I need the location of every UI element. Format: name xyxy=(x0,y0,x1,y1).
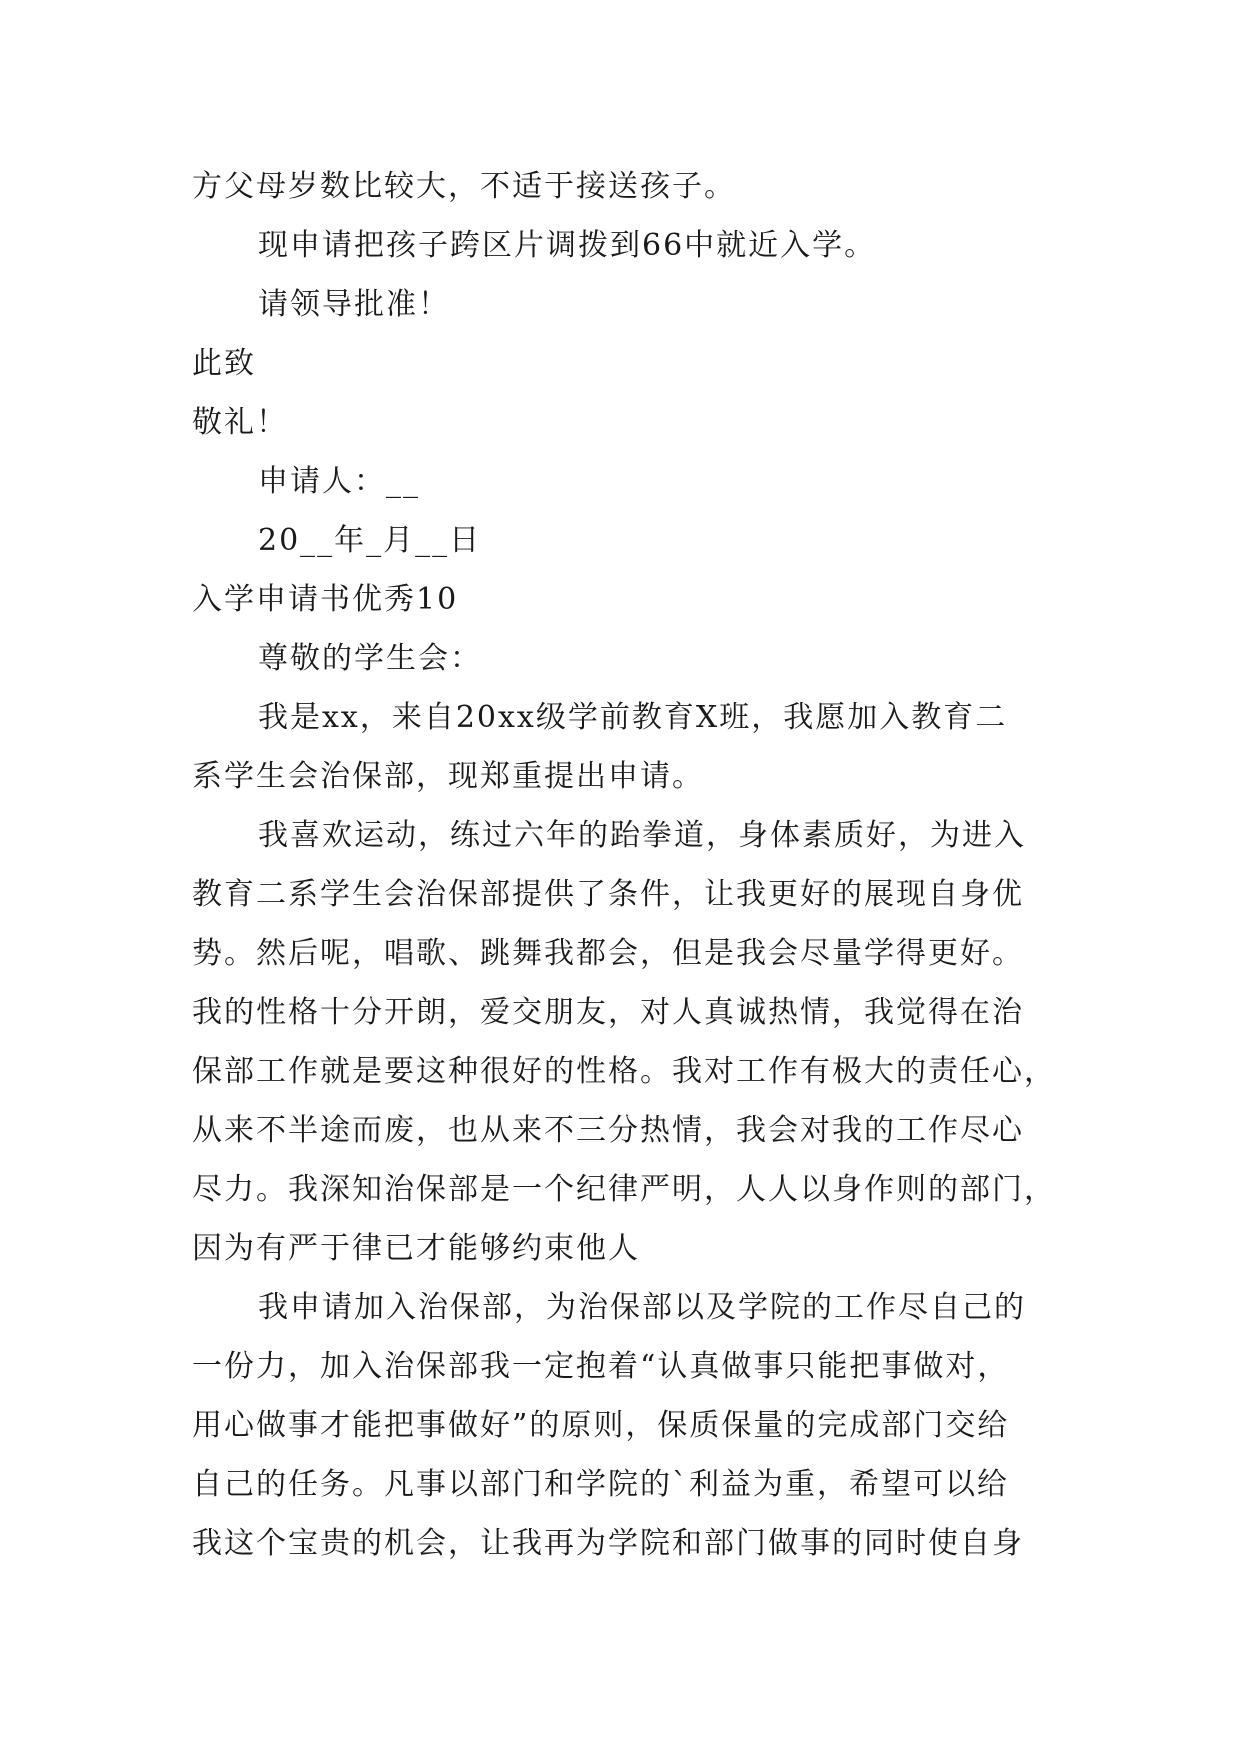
text-line: 一份力，加入治保部我一定抱着“认真做事只能把事做对， xyxy=(192,1349,1010,1384)
text-line: 教育二系学生会治保部提供了条件，让我更好的展现自身优 xyxy=(192,877,1024,912)
section-heading: 入学申请书优秀10 xyxy=(192,582,459,617)
text-line: 因为有严于律已才能够约束他人 xyxy=(192,1231,640,1266)
text-line: 请领导批准！ xyxy=(258,287,450,322)
text-line: 我喜欢运动，练过六年的跆拳道，身体素质好，为进入 xyxy=(258,818,1026,853)
text-line: 现申请把孩子跨区片调拨到66中就近入学。 xyxy=(258,228,877,263)
text-line: 方父母岁数比较大，不适于接送孩子。 xyxy=(192,169,736,204)
applicant-field: 申请人：__ xyxy=(258,464,420,499)
salutation: 敬礼！ xyxy=(192,405,288,440)
date-field: 20__年_月__日 xyxy=(258,523,482,558)
closing-phrase: 此致 xyxy=(192,346,256,381)
text-line: 自己的任务。凡事以部门和学院的`利益为重，希望可以给 xyxy=(192,1467,1009,1502)
text-line: 势。然后呢，唱歌、跳舞我都会，但是我会尽量学得更好。 xyxy=(192,936,1024,971)
text-line: 我申请加入治保部，为治保部以及学院的工作尽自己的 xyxy=(258,1290,1026,1325)
text-line: 我这个宝贵的机会，让我再为学院和部门做事的同时使自身 xyxy=(192,1526,1024,1561)
text-line: 我是xx，来自20xx级学前教育X班，我愿加入教育二 xyxy=(258,700,1008,735)
text-line: 用心做事才能把事做好”的原则，保质保量的完成部门交给 xyxy=(192,1408,1010,1443)
greeting: 尊敬的学生会： xyxy=(258,641,482,676)
text-line: 保部工作就是要这种很好的性格。我对工作有极大的责任心， xyxy=(192,1054,1056,1089)
text-line: 我的性格十分开朗，爱交朋友，对人真诚热情，我觉得在治 xyxy=(192,995,1024,1030)
text-line: 系学生会治保部，现郑重提出申请。 xyxy=(192,759,704,794)
text-line: 从来不半途而废，也从来不三分热情，我会对我的工作尽心 xyxy=(192,1113,1024,1148)
text-line: 尽力。我深知治保部是一个纪律严明，人人以身作则的部门， xyxy=(192,1172,1056,1207)
